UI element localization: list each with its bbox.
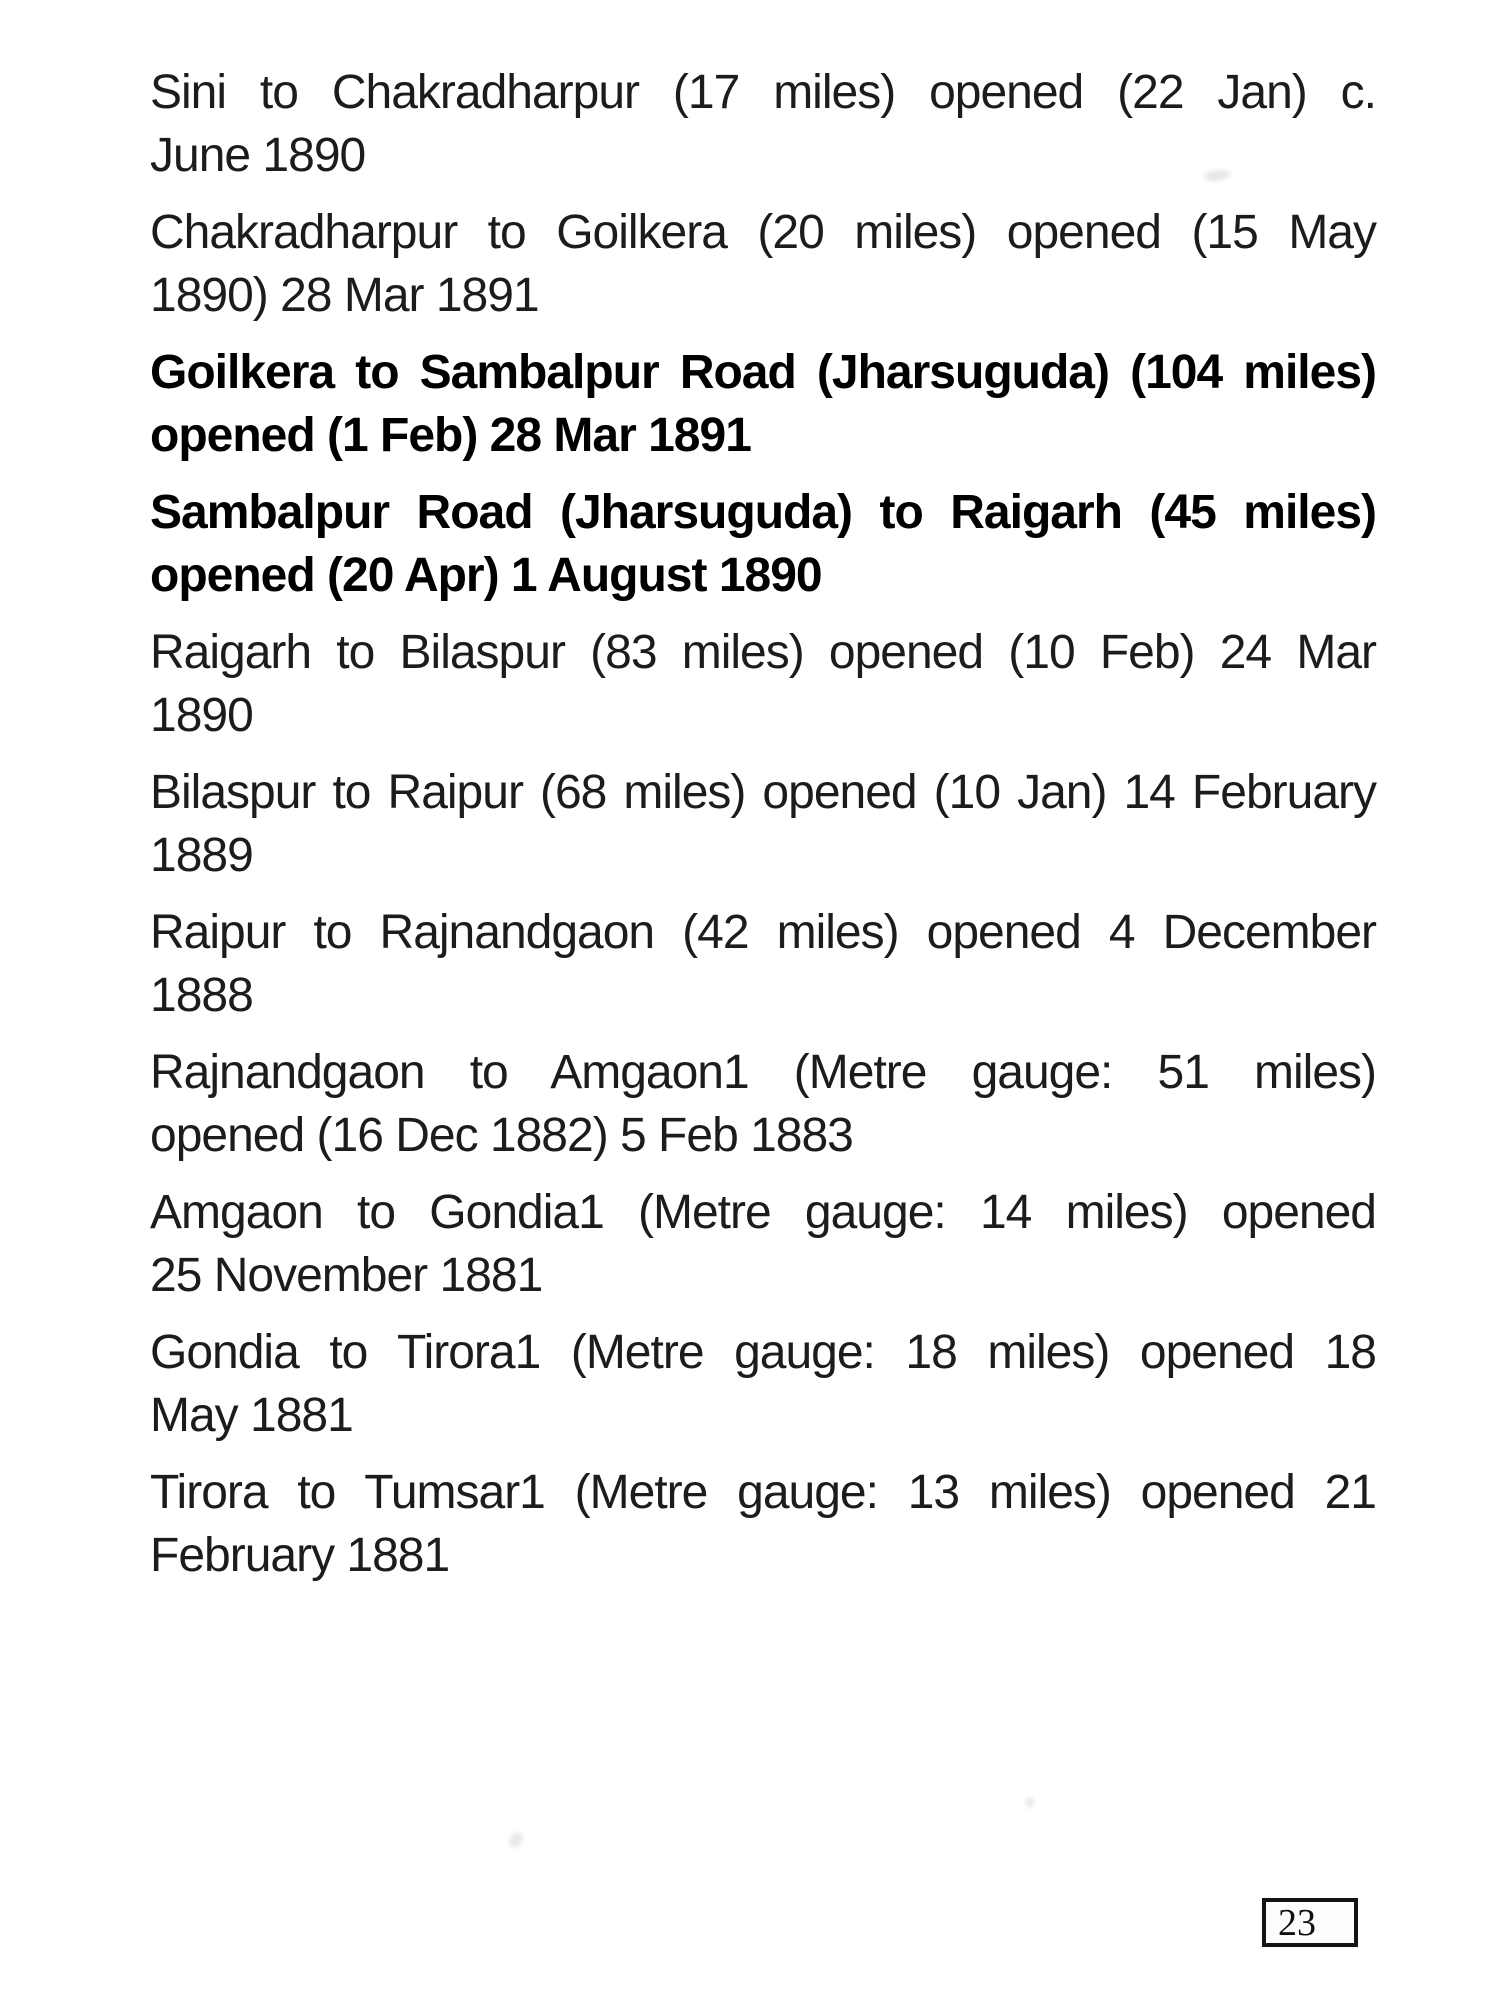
entry-line-1: Sambalpur Road (Jharsuguda) to Raigarh (45 miles): [150, 486, 1376, 539]
railway-entry: [150, 761, 1376, 887]
entry-line-1: Rajnandgaon to Amgaon1 (Metre gauge: 51 miles): [150, 1046, 1376, 1099]
railway-entry-bold: [150, 341, 1376, 467]
railway-entry: [150, 1041, 1376, 1167]
page-number-box: [1262, 1898, 1358, 1947]
entry-line-1: Gondia to Tirora1 (Metre gauge: 18 miles) opened 18: [150, 1326, 1376, 1379]
railway-entry: [150, 901, 1376, 1027]
entry-line-2: 1890) 28 Mar 1891: [150, 269, 539, 322]
entry-line-2: 1889: [150, 829, 253, 882]
entry-line-1: Bilaspur to Raipur (68 miles) opened (10 Jan) 14 February: [150, 766, 1376, 819]
scan-smudge: [506, 1830, 525, 1850]
railway-entry: [150, 1461, 1376, 1587]
railway-entry: [150, 61, 1376, 187]
entry-line-2: 1888: [150, 969, 253, 1022]
entry-line-2: opened (1 Feb) 28 Mar 1891: [150, 409, 751, 462]
page-number: 23: [1278, 1901, 1316, 1944]
entry-line-2: February 1881: [150, 1529, 450, 1582]
railway-entry: [150, 621, 1376, 747]
railway-entry: [150, 1181, 1376, 1307]
entry-line-1: Amgaon to Gondia1 (Metre gauge: 14 miles) opened: [150, 1186, 1376, 1239]
entry-line-2: 25 November 1881: [150, 1249, 543, 1302]
entry-line-2: opened (20 Apr) 1 August 1890: [150, 549, 822, 602]
entry-line-1: Raipur to Rajnandgaon (42 miles) opened 4 December: [150, 906, 1376, 959]
entry-line-1: Sini to Chakradharpur (17 miles) opened (22 Jan) c.: [150, 66, 1376, 119]
scan-smudge: [1026, 1797, 1034, 1808]
railway-entry: [150, 1321, 1376, 1447]
railway-openings-list: [150, 61, 1376, 1601]
entry-line-2: June 1890: [150, 129, 366, 182]
entry-line-2: opened (16 Dec 1882) 5 Feb 1883: [150, 1109, 853, 1162]
entry-line-2: 1890: [150, 689, 253, 742]
railway-entry-bold: [150, 481, 1376, 607]
entry-line-1: Tirora to Tumsar1 (Metre gauge: 13 miles) opened 21: [150, 1466, 1376, 1519]
entry-line-1: Goilkera to Sambalpur Road (Jharsuguda) (104 miles): [150, 346, 1376, 399]
entry-line-2: May 1881: [150, 1389, 353, 1442]
entry-line-1: Raigarh to Bilaspur (83 miles) opened (10 Feb) 24 Mar: [150, 626, 1376, 679]
railway-entry: [150, 201, 1376, 327]
entry-line-1: Chakradharpur to Goilkera (20 miles) opened (15 May: [150, 206, 1376, 259]
